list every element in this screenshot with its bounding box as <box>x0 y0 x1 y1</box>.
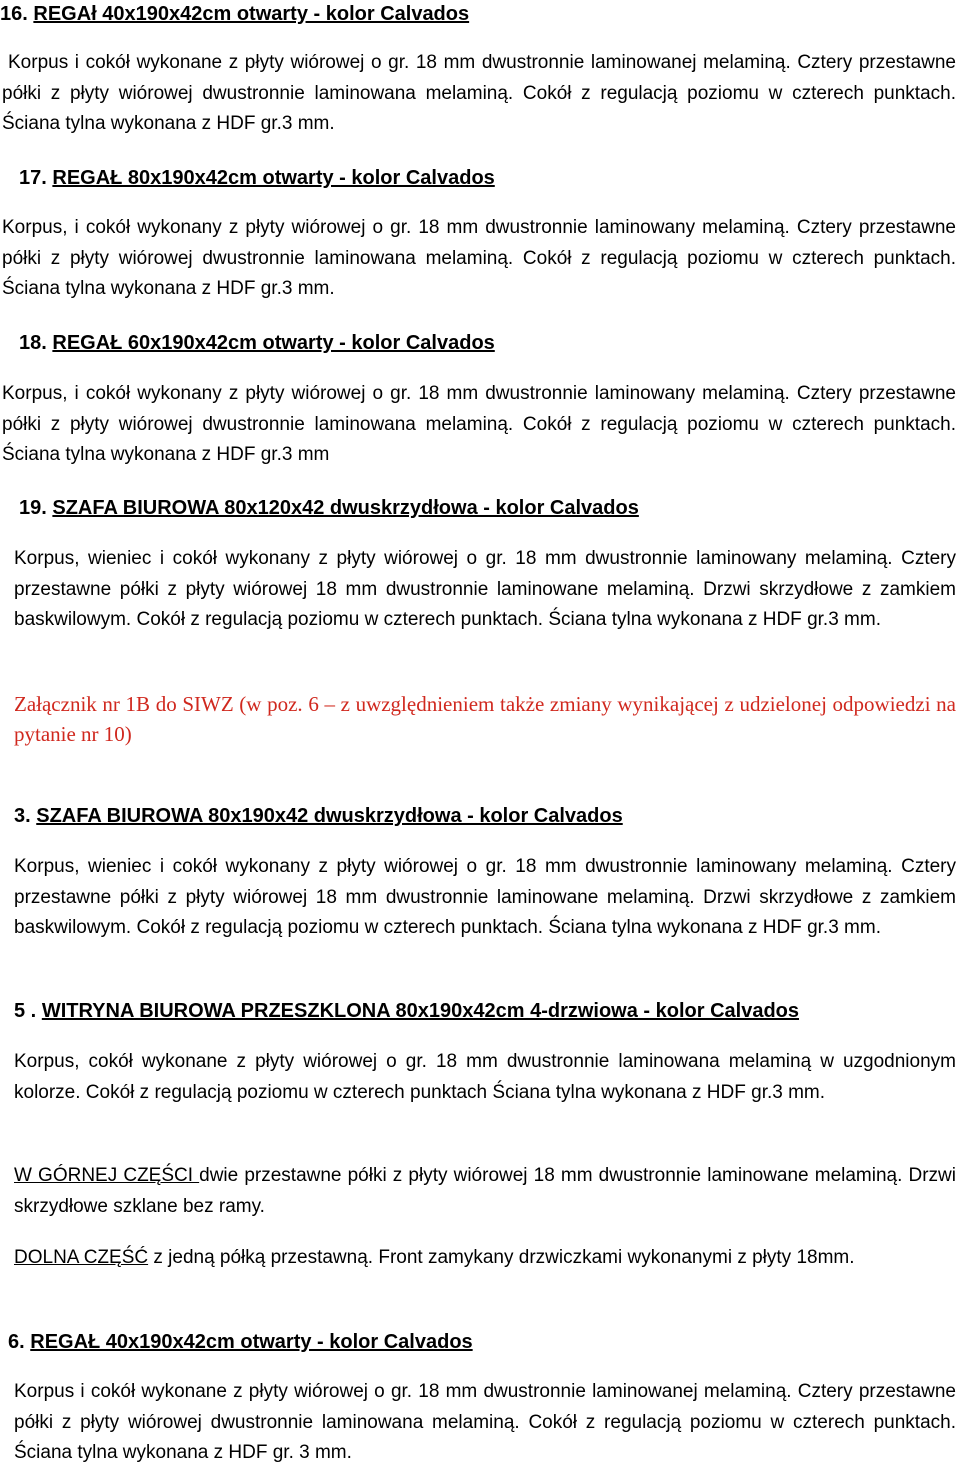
lower-section-text: z jedną półką przestawną. Front zamykany drzwiczkami wykonanymi z płyty 18mm. <box>148 1247 855 1268</box>
item-number: 16. <box>0 3 28 25</box>
attachment-item-6-heading <box>8 1330 473 1354</box>
attachment-item-3-description: Korpus, wieniec i cokół wykonany z płyty wiórowej o gr. 18 mm dwustronnie laminowany melaminą. Cztery przestawne półki z płyty wiórowej 18 mm dwustronnie laminowane melaminą. Drzwi skrzydłowe z zamkiem baskwilowym. Cokół z regulacją poziomu w czterech punktach. Ściana tylna wykonana z HDF gr.3 mm. <box>14 856 956 938</box>
item-18-heading <box>19 331 495 355</box>
item-number: 18. <box>19 332 47 354</box>
item-title: REGAŁ 40x190x42cm otwarty - kolor Calvados <box>30 1331 473 1353</box>
upper-section-text: dwie przestawne półki z płyty wiórowej 18 mm dwustronnie laminowane melaminą. Drzwi skrzydłowe szklane bez ramy. <box>14 1165 956 1217</box>
item-title: REGAŁ 60x190x42cm otwarty - kolor Calvados <box>52 332 495 354</box>
upper-section-label: W GÓRNEJ CZĘŚCI <box>14 1165 200 1186</box>
item-title: REGAŁ 80x190x42cm otwarty - kolor Calvados <box>52 167 495 189</box>
item-number: 17. <box>19 167 47 189</box>
item-title: REGAł 40x190x42cm otwarty - kolor Calvados <box>33 3 470 25</box>
attachment-item-5-description: Korpus, cokół wykonane z płyty wiórowej o gr. 18 mm dwustronnie laminowana melaminą w uzgodnionym kolorze. Cokół z regulacją poziomu w czterech punktach Ściana tylna wykonana z HDF gr.3 mm. <box>14 1051 956 1103</box>
item-16-description: Korpus i cokół wykonane z płyty wiórowej o gr. 18 mm dwustronnie laminowanej melaminą. Cztery przestawne półki z płyty wiórowej dwustronnie laminowana melaminą. Cokół z regulacją poziomu w czterech punktach. Ściana tylna wykonana z HDF gr.3 mm. <box>2 52 956 134</box>
item-number: 3. <box>14 805 31 827</box>
lower-section-description <box>14 1243 956 1274</box>
item-19-heading <box>19 496 639 520</box>
attachment-item-3-heading <box>14 804 623 828</box>
item-18-description: Korpus, i cokół wykonany z płyty wiórowej o gr. 18 mm dwustronnie laminowany melaminą. Cztery przestawne półki z płyty wiórowej dwustronnie laminowana melaminą. Cokół z regulacją poziomu w czterech punktach. Ściana tylna wykonana z HDF gr.3 mm <box>2 383 956 465</box>
item-title: SZAFA BIUROWA 80x190x42 dwuskrzydłowa - kolor Calvados <box>36 805 623 827</box>
lower-section-label: DOLNA CZĘŚĆ <box>14 1247 149 1268</box>
item-number: 19. <box>19 497 47 519</box>
upper-section-description <box>14 1161 956 1222</box>
item-17-description: Korpus, i cokół wykonany z płyty wiórowej o gr. 18 mm dwustronnie laminowany melaminą. Cztery przestawne półki z płyty wiórowej dwustronnie laminowana melaminą. Cokół z regulacją poziomu w czterech punktach. Ściana tylna wykonana z HDF gr.3 mm. <box>2 217 956 299</box>
attachment-item-6-description: Korpus i cokół wykonane z płyty wiórowej o gr. 18 mm dwustronnie laminowanej melaminą. Cztery przestawne półki z płyty wiórowej dwustronnie laminowana melaminą. Cokół z regulacją poziomu w czterech punktach. Ściana tylna wykonana z HDF gr. 3 mm. <box>14 1381 956 1463</box>
item-title: WITRYNA BIUROWA PRZESZKLONA 80x190x42cm 4-drzwiowa - kolor Calvados <box>41 1000 800 1022</box>
item-16-heading <box>0 2 469 26</box>
item-number: 5 . <box>14 1000 37 1022</box>
item-19-description: Korpus, wieniec i cokół wykonany z płyty wiórowej o gr. 18 mm dwustronnie laminowany melaminą. Cztery przestawne półki z płyty wiórowej 18 mm dwustronnie laminowane melaminą. Drzwi skrzydłowe z zamkiem baskwilowym. Cokół z regulacją poziomu w czterech punktach. Ściana tylna wykonana z HDF gr.3 mm. <box>14 548 956 630</box>
attachment-item-5-heading <box>14 999 799 1023</box>
item-number: 6. <box>8 1331 25 1353</box>
item-title: SZAFA BIUROWA 80x120x42 dwuskrzydłowa - kolor Calvados <box>52 497 639 519</box>
attachment-note: Załącznik nr 1B do SIWZ (w poz. 6 – z uwzględnieniem także zmiany wynikającej z udzielonej odpowiedzi na pytanie nr 10) <box>14 692 956 746</box>
item-17-heading <box>19 166 495 190</box>
